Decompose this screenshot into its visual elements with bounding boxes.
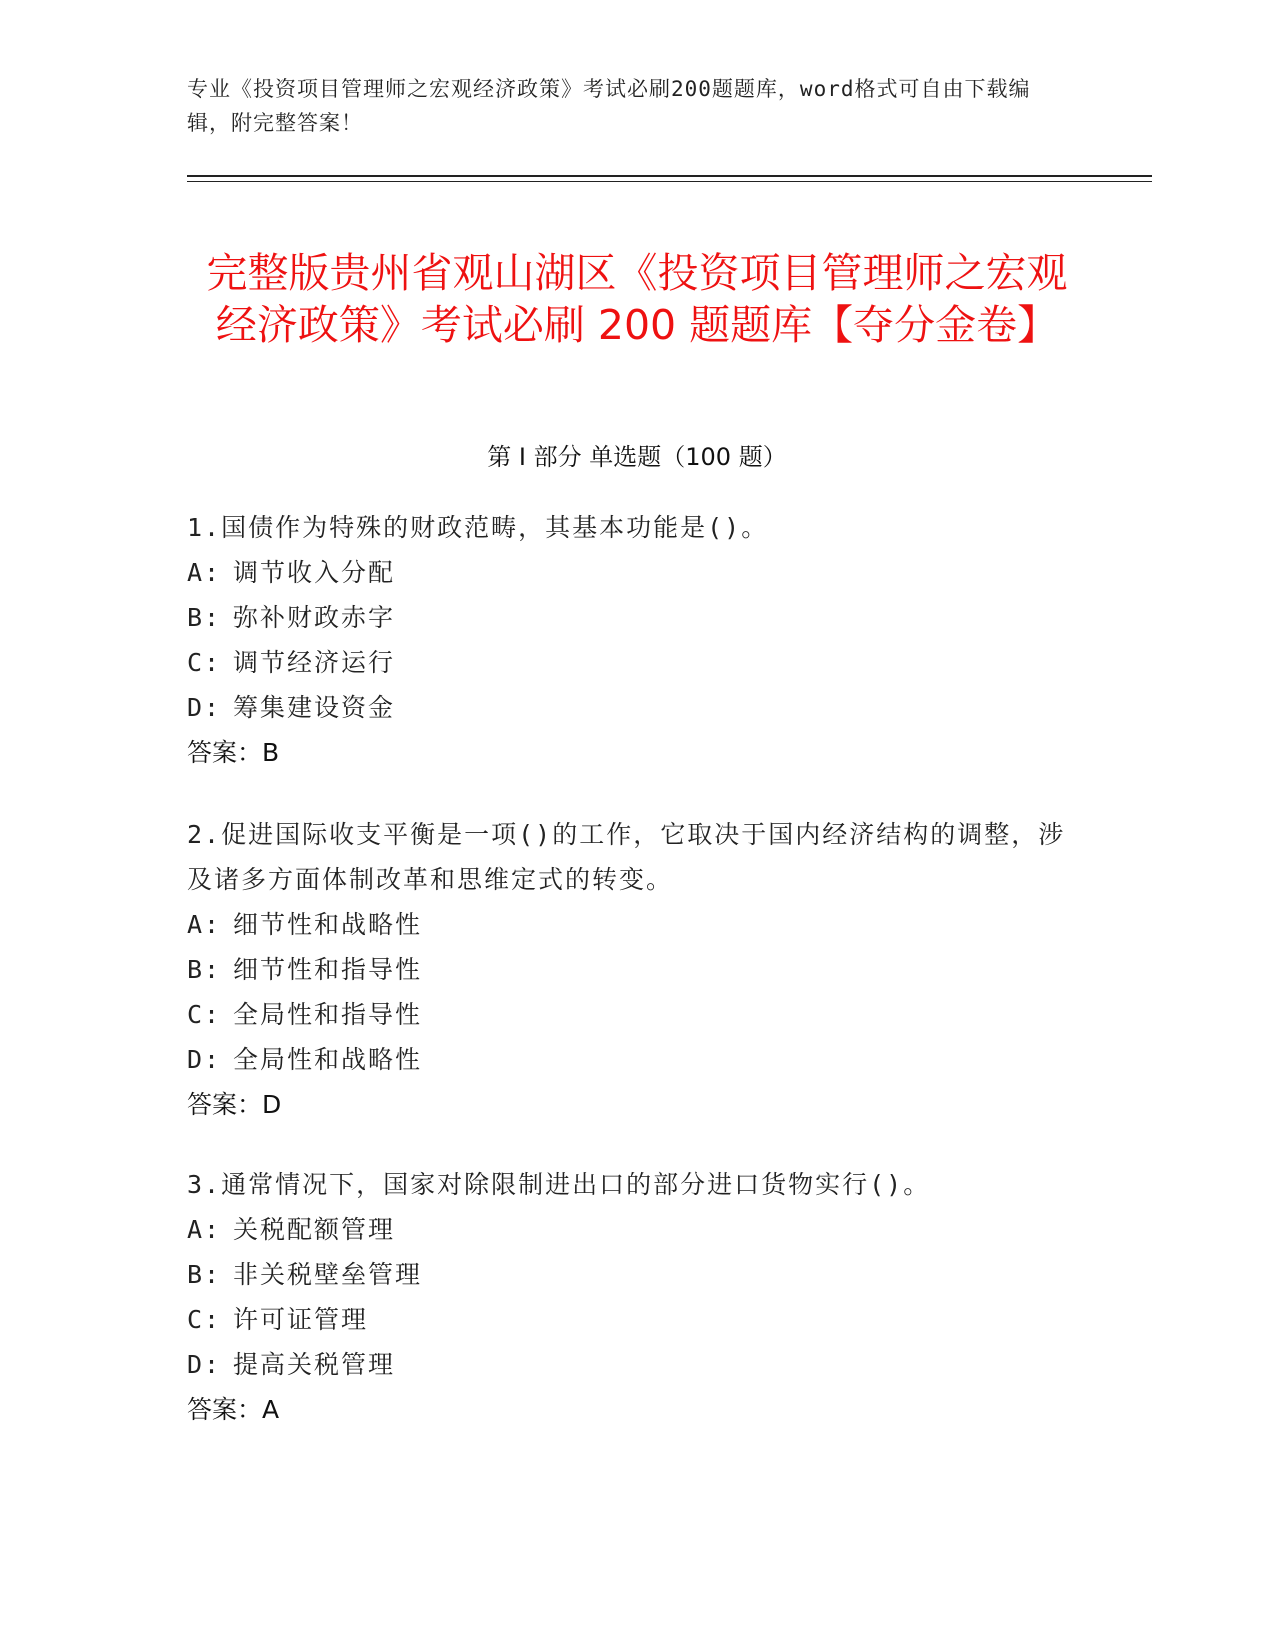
option-b bbox=[187, 1252, 1087, 1297]
option-key: D: bbox=[187, 1350, 222, 1379]
answer: 答案：D bbox=[187, 1090, 282, 1119]
option-c bbox=[187, 992, 1087, 1037]
option-a bbox=[187, 902, 1087, 947]
section-heading: 第 I 部分 单选题（100 题） bbox=[487, 443, 787, 471]
option-d bbox=[187, 1342, 1087, 1387]
option-key: A: bbox=[187, 910, 222, 939]
question-1 bbox=[187, 505, 1087, 775]
header-note: 专业《投资项目管理师之宏观经济政策》考试必刷200题题库，word格式可自由下载编辑，附完整答案！ bbox=[187, 77, 1031, 135]
option-c bbox=[187, 1297, 1087, 1342]
header-rule-thick bbox=[187, 175, 1152, 177]
answer: 答案：A bbox=[187, 1395, 280, 1424]
option-a bbox=[187, 550, 1087, 595]
option-key: D: bbox=[187, 693, 222, 722]
question-3 bbox=[187, 1162, 1087, 1432]
option-text: 全局性和指导性 bbox=[233, 1000, 423, 1029]
option-key: C: bbox=[187, 1000, 222, 1029]
option-key: D: bbox=[187, 1045, 222, 1074]
option-text: 非关税壁垒管理 bbox=[233, 1260, 423, 1289]
option-text: 调节经济运行 bbox=[233, 648, 396, 677]
option-key: C: bbox=[187, 1305, 222, 1334]
option-text: 弥补财政赤字 bbox=[233, 603, 396, 632]
option-text: 细节性和指导性 bbox=[233, 955, 423, 984]
answer: 答案：B bbox=[187, 738, 280, 767]
option-b bbox=[187, 947, 1087, 992]
option-b bbox=[187, 595, 1087, 640]
option-text: 提高关税管理 bbox=[233, 1350, 396, 1379]
option-key: B: bbox=[187, 955, 222, 984]
option-text: 调节收入分配 bbox=[233, 558, 396, 587]
option-text: 全局性和战略性 bbox=[233, 1045, 423, 1074]
option-a bbox=[187, 1207, 1087, 1252]
option-text: 关税配额管理 bbox=[233, 1215, 396, 1244]
option-text: 筹集建设资金 bbox=[233, 693, 396, 722]
question-stem: 1.国债作为特殊的财政范畴，其基本功能是()。 bbox=[187, 513, 769, 542]
option-key: B: bbox=[187, 603, 222, 632]
question-2 bbox=[187, 812, 1087, 1127]
question-stem: 2.促进国际收支平衡是一项()的工作，它取决于国内经济结构的调整，涉及诸多方面体制改革和思维定式的转变。 bbox=[187, 820, 1066, 894]
question-stem: 3.通常情况下，国家对除限制进出口的部分进口货物实行()。 bbox=[187, 1170, 931, 1199]
option-text: 许可证管理 bbox=[233, 1305, 369, 1334]
option-key: A: bbox=[187, 558, 222, 587]
option-text: 细节性和战略性 bbox=[233, 910, 423, 939]
option-c bbox=[187, 640, 1087, 685]
option-d bbox=[187, 685, 1087, 730]
option-key: B: bbox=[187, 1260, 222, 1289]
option-key: A: bbox=[187, 1215, 222, 1244]
option-key: C: bbox=[187, 648, 222, 677]
option-d bbox=[187, 1037, 1087, 1082]
header-rule-thin bbox=[187, 181, 1152, 182]
document-title: 完整版贵州省观山湖区《投资项目管理师之宏观经济政策》考试必刷 200 题题库【夺分金卷】 bbox=[206, 249, 1068, 350]
